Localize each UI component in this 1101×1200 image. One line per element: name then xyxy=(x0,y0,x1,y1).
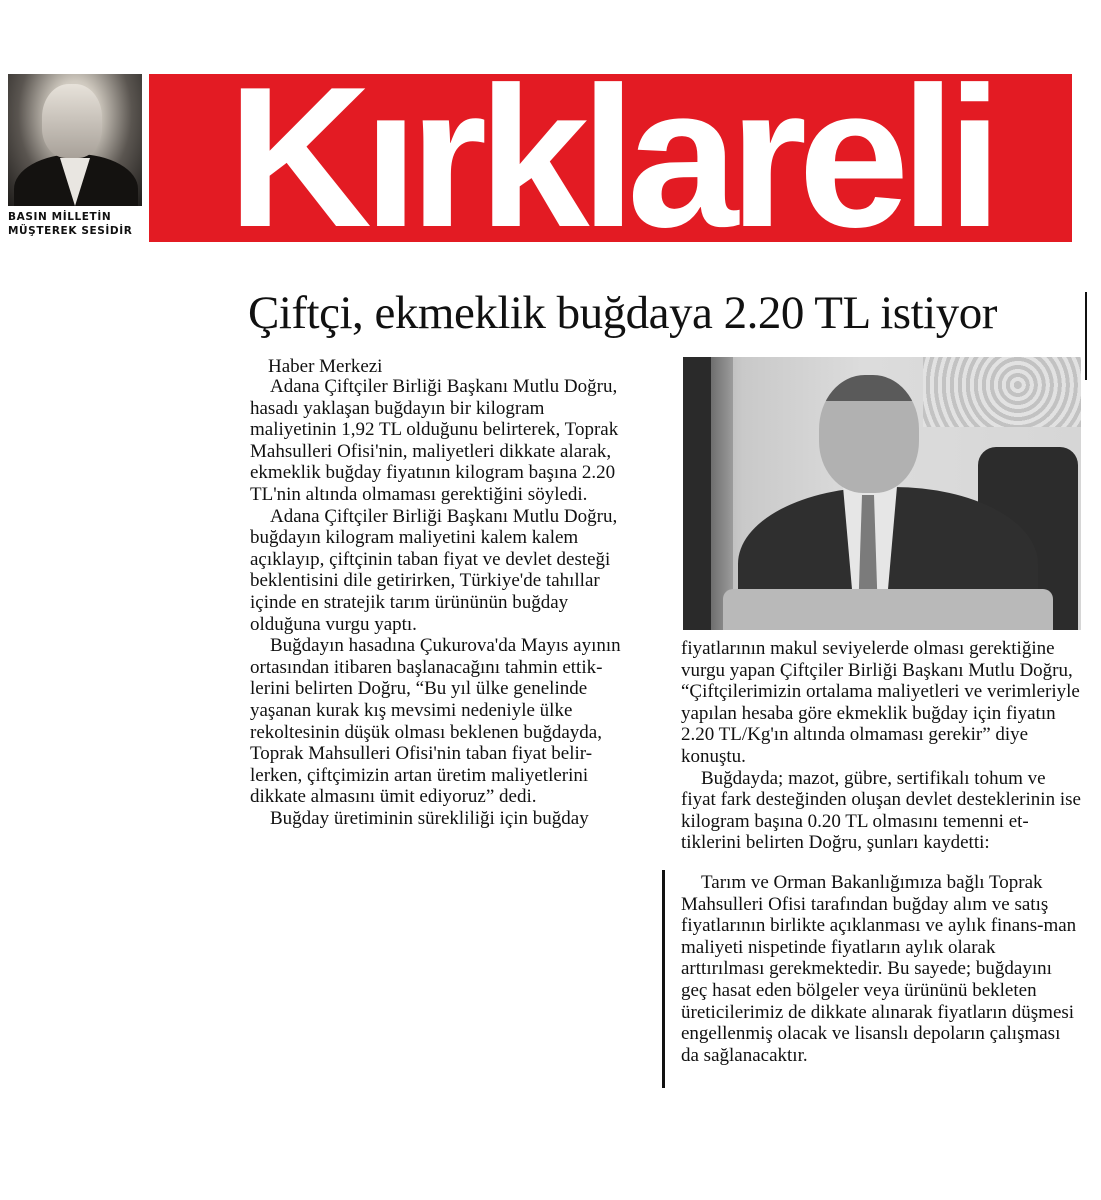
column-rule xyxy=(1085,292,1087,380)
article-byline: Haber Merkezi xyxy=(268,356,383,377)
newspaper-name: Kırklareli xyxy=(227,74,994,242)
paragraph: Tarım ve Orman Bakanlığımıza bağlı Toprak Mahsulleri Ofisi tarafından buğday alım ve satış fiyatlarının birlikte açıklanması ve aylık finans-man maliyeti nispetinde fiyatların aylık olarak arttırılması gerekmektedir. Bu sayede; buğdayını geç hasat eden bölgeler veya ürününü bekleten üreticilerimiz de dikkate alınarak fiyatların düşmesi engellenmiş olacak ve lisanslı depoların çalışması da sağlanacaktır. xyxy=(681,872,1077,1066)
article-photo xyxy=(683,357,1081,630)
motto-line-2: MÜŞTEREK SESİDİR xyxy=(8,225,133,237)
motto-line-1: BASIN MİLLETİN xyxy=(8,211,112,223)
paragraph: Buğday üretiminin sürekliliği için buğday xyxy=(270,807,589,829)
masthead-motto xyxy=(8,210,148,238)
paragraph: Adana Çiftçiler Birliği Başkanı Mutlu Doğru, buğdayın kilogram maliyetini kalem kalem açıklayıp, çiftçinin taban fiyat ve devlet desteği beklentisini dile getirirken, Türkiye'de tahıllar içinde en stratejik tarım ürününün buğday olduğuna vurgu yaptı. xyxy=(250,505,618,635)
right-column-quote xyxy=(681,872,1081,1066)
article-headline: Çiftçi, ekmeklik buğdaya 2.20 TL istiyor xyxy=(248,287,997,339)
paragraph: Buğdayda; mazot, gübre, sertifikalı tohum ve fiyat fark desteğinden oluşan devlet desteklerinin ise kilogram başına 0.20 TL olmasını temenni et-tiklerini belirten Doğru, şunları kaydetti: xyxy=(681,767,1081,854)
paragraph: fiyatlarının makul seviyelerde olması gerektiğine vurgu yapan Çiftçiler Birliği Başkanı Mutlu Doğru, “Çiftçilerimizin ortalama maliyetleri ve verimleriyle yapılan hesaba göre ekmeklik buğday için fiyatın 2.20 TL/Kg'ın altında olmaması gerekir” diye konuştu. xyxy=(681,638,1080,767)
masthead-banner xyxy=(149,74,1072,242)
paragraph: Buğdayın hasadına Çukurova'da Mayıs ayının ortasından itibaren başlanacağını tahmin ettik-lerini belirten Doğru, “Bu yıl ülke genelinde yaşanan kurak kış mevsimi nedeniyle ülke rekoltesinin düşük olması beklenen buğdayda, Toprak Mahsulleri Ofisi'nin taban fiyat belir-lerken, çiftçimizin artan üretim maliyetlerini dikkate almasını ümit ediyoruz” dedi. xyxy=(250,635,621,808)
ataturk-portrait xyxy=(8,74,142,206)
paragraph: Adana Çiftçiler Birliği Başkanı Mutlu Doğru, hasadı yaklaşan buğdayın bir kilogram maliyetinin 1,92 TL olduğunu belirterek, Toprak Mahsulleri Ofisi'nin, maliyetleri dikkate alarak, ekmeklik buğday fiyatının kilogram başına 2.20 TL'nin altında olmaması gerektiğini söyledi. xyxy=(250,376,619,505)
right-column xyxy=(681,638,1081,854)
quote-rule xyxy=(662,870,665,1088)
left-column xyxy=(250,376,622,829)
